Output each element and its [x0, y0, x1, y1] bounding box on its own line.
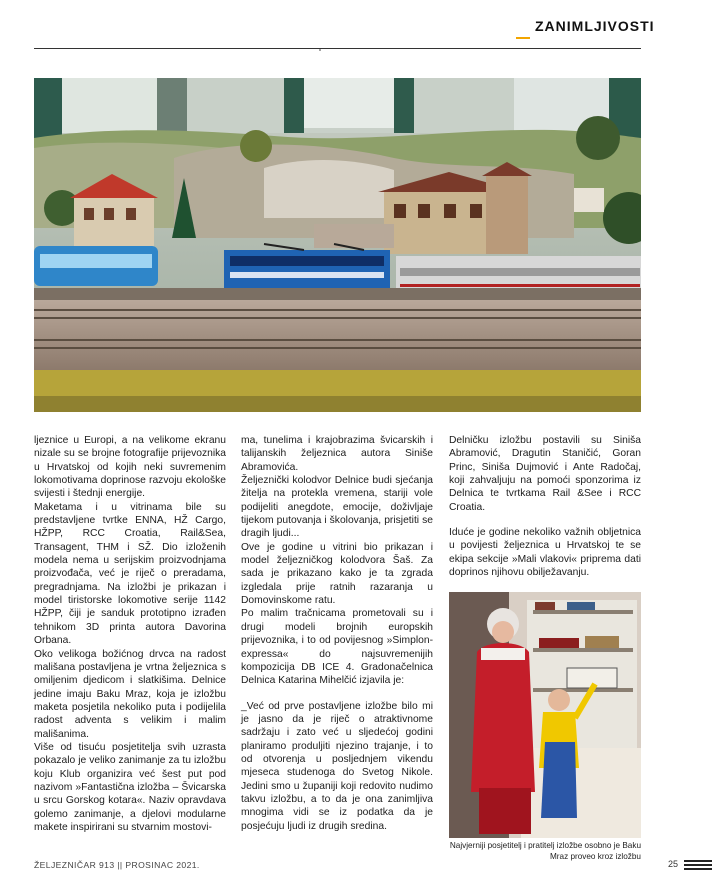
magazine-footer: ŽELJEZNIČAR 913 || PROSINAC 2021.	[34, 860, 200, 870]
paragraph: Po malim tračnicama prometovali su i drugi modeli brojnih europskih prijevoznika, i to od povijesnog »Simplon-expressa« do najsuvremenijih kompozicija DB ICE 4. Gradonačelnica Delnica Katarina Mihelčić izjavila je:	[241, 608, 433, 687]
section-title: ZANIMLJIVOSTI	[535, 18, 655, 34]
paragraph: Delničku izložbu postavili su Siniša Abramović, Dragutin Staničić, Goran Princ, Siniša Dujmović i Ante Radočaj, koji zahvaljuju na pomoći sponzorima iz Delnica te tvrtkama Rail &See i RCC Croatia.	[449, 435, 641, 513]
paragraph: ma, tunelima i krajobrazima švicarskih i talijanskih željeznica autora Siniše Abramovića.	[241, 435, 433, 473]
page-marker	[684, 860, 712, 872]
paragraph: Ove je godine u vitrini bio prikazan i model željezničkog kolodvora Šaš. Za sada je prikazano kako je ta zgrada izgledala prije ratnih razaranja u Domovinskome ratu.	[241, 541, 433, 607]
photo-caption: Najvjerniji posjetitelj i pratitelj izložbe osobno je Baku Mraz proveo kroz izložbu	[449, 841, 641, 861]
article-column-3	[449, 434, 641, 579]
divider-dot	[319, 49, 321, 51]
page-number: 25	[668, 859, 679, 869]
paragraph: ljeznice u Europi, a na velikome ekranu nizale su se brojne fotografije prijevoznika u Hrvatskoj od kojih neki suvremenim lokomotivama doprinose razvoju ekološke svijesti i štednji energije.	[34, 435, 226, 500]
paragraph: Više od tisuću posjetitelja svih uzrasta pokazalo je veliko zanimanje za tu izložbu koju Klub organizira već šest put pod nazivom »Fantastična izložba – Švicarska u srcu Gorskog kotara«. Naziv opravdava golemo zanimanje, a djelovi modularne makete inspirirani su stvarnim mostovi-	[34, 741, 226, 833]
spacer	[449, 514, 641, 526]
paragraph: Iduće je godine nekoliko važnih obljetnica u povijesti željeznica u Hrvatskoj te se ekipa sekcije »Mali vlakovi« priprema dati doprinos njihovu obilježavanju.	[449, 527, 641, 579]
article-column-2	[241, 434, 433, 833]
paragraph: Željeznički kolodvor Delnice budi sjećanja žitelja na protekla vremena, stariji vole podijeliti anegdote, emocije, doživljaje tijekom putovanja i školovanja, prisjetiti se dragih ljudi...	[241, 475, 433, 540]
model-railway-photo	[34, 78, 641, 412]
spacer	[241, 688, 433, 700]
paragraph: Maketama i u vitrinama bile su predstavljene tvrtke ENNA, HŽ Cargo, HŽPP, RCC Croatia, Rail&Sea, Transagent, THM i SŽ. Dio izloženih modela nema u serijskim proizvodnjama proizvođača, već je riječ o preradama, pregradnjama. Na izložbi je prikazan i model tiristorske lokomotive serije 1142 HŽPP, čiji je sanduk prototipno izrađen tehnikom 3D printa autora Davorina Orbana.	[34, 501, 226, 647]
article-column-1	[34, 434, 226, 834]
section-header	[34, 14, 655, 49]
quote-paragraph: _Već od prve postavljene izložbe bilo mi je jasno da je riječ o atraktivnome sadržaju i zato već u sljedećoj godini planiramo produljiti njezino trajanje, i to od otvorenja u posljednjem vikendu mjeseca studenoga do Svetog Nikole. Jedini smo u županiji koji redovito nudimo takvu izložbu, a to da je ona zanimljiva mnogima vidi se iz podatka da je posjećuju ljudi iz drugih sredina.	[241, 700, 433, 832]
exhibition-visitors-photo	[449, 592, 641, 838]
paragraph: Oko velikoga božićnog drvca na radost mališana postavljena je vrtna željeznica s omiljenim djedicom i slatkišima. Delnice jedine imaju Baku Mraz, koja je izložbu maketa posjetila nekoliko puta i podijelila radost adventa s velikim i malim mališanima.	[34, 648, 226, 740]
accent-mark	[516, 24, 530, 39]
